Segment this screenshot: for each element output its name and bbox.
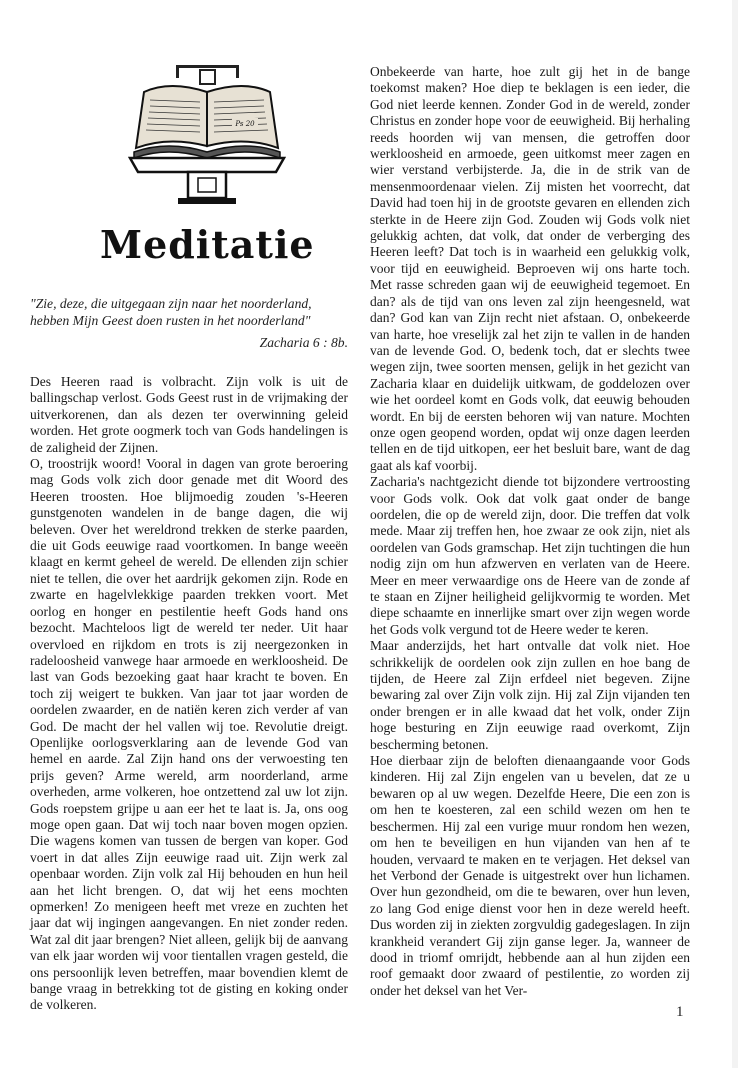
open-bible-on-lectern-icon [128,62,286,206]
lectern-top-handle [176,65,239,84]
open-book [134,86,280,158]
paragraph: Onbekeerde van harte, hoe zult gij het in de bange toekomst maken? Hoe diep te beklagen is een ieder, die God niet leerde kennen. Zonder God in de wereld, zonder Christus en zonder hope voor de eeuwigheid. Bij herhaling reeds hoorden wij van mensen, die getroffen door werkloosheid en armoede, geen uitkomst meer zagen en wier verstand verbijsterde. Ja, die in de strik van de mensenmoordenaar vielen. Zij misten het voorrecht, dat David had toen hij in de grootste gevaren en ellenden zich sterkte in de Heere zijn God. Zouden wij Gods volk niet gelukkig achten, dat volk, dat onder de verberging des Heeren leeft? Dat toch is in waarheid een gelukkig volk, voor tijd en eeuwigheid. Beproeven wij ons harte toch. Met rasse schreden gaan wij de eeuwigheid tegemoet. En dan? als de tijd van ons leven zal zijn heengesneld, wat dan? God kan van Zijn recht niet afstaan. O, onbekeerde van harte, hoe vreselijk zal het zijn te vallen in de handen van de levende God. O, bedenk toch, dat er slechts twee wegen zijn, twee soorten mensen, gelijk in het gezicht van Zacharia klaar en duidelijk uitkwam, de goddelozen over wie het oordeel komt en Gods volk, dat eeuwig behouden wordt. En bij de eersten behoren wij van nature. Mochten onze ogen geopend worden, opdat wij onze dagen leerden tellen en de tijd uitkopen, eer het besluit bare, want de dag gaat als kaf voorbij. [370,64,690,473]
motto-source: Zacharia 6 : 8b. [259,335,348,350]
left-column [30,374,348,1014]
page-number: 1 [676,1004,684,1020]
paragraph: Maar anderzijds, het hart ontvalle dat volk niet. Hoe schrikkelijk de oordelen ook zijn zullen en hoe bang de tijden, de Heere zal Zijn erfdeel niet begeven. Zijne bewaring zal over Zijn volk zijn. Hij zal Zijn vijanden ten onder brengen er in alle kwaad dat het volk, onder Zijn hoge besturing en Zijn eeuwige raad overkomt, Zijn bescherming betonen. [370,638,690,752]
paragraph: O, troostrijk woord! Vooral in dagen van grote beroering mag Gods volk zich door genade met dit Woord des Heeren troosten. Hoe blijmoedig zouden 's-Heeren gunstgenoten wandelen in de bange dagen, die wij beleven. Over het wereldrond trekken de sterke paarden, die uit Gods eeuwige raad voortkomen. In bange weeën klaagt en kermt geheel de wereld. De ellenden zijn schier niet te tellen, die over het aardrijk gekomen zijn. Rode en zwarte en hagelvlekkige paarden trekken voort. Met oorlog en honger en pestilentie heeft Gods hand ons bezocht. Machteloos ligt de wereld ter neder. Uit haar overvloed en rijkdom en trots is zij neergezonken in radeloosheid vanwege haar armoede en werkloosheid. De last van Gods bezoeking gaat haar kracht te boven. En toch zij weigert te bukken. Van jaar tot jaar worden de oordelen zwaarder, en de natiën keren zich verder af van God. De macht der hel vallen wij toe. Revolutie dreigt. Openlijke oorlogsverklaring aan de levende God van hemel en aarde. Zal Zijn hand ons der verwoesting ten prijs geven? Arme wereld, arm noorderland, arme overheden, arme volkeren, hoe ontzettend zal uw lot zijn. Gods roepstem grijpe u aan eer het te laat is. Ja, ons oog moge open gaan. Dat wij toch naar boven mogen opzien. Die wagens komen van tussen de bergen van koper. God voert in dat alles Zijn eeuwige raad uit. Zijn werk zal openbaar worden. Zijn volk zal Hij behouden en hun heil aan het licht brengen. O, dat wij het eens mochten opmerken! Zo menigeen heeft met vreze en zuchten het jaar dat wij ingingen aangevangen. En niet zonder reden. Wat zal dit jaar brengen? Niet alleen, gelijk bij de aanvang van elk jaar worden wij voor tientallen vragen gesteld, die ons persoonlijk leven betreffen, maar bovendien klemt de bange vraag in betrekking tot de gisting en koking onder de volkeren. [30,456,348,1013]
right-column [370,64,690,999]
page-edge-shadow [732,0,738,1068]
paragraph: Zacharia's nachtgezicht diende tot bijzondere vertroosting voor Gods volk. Ook dat volk gaat onder de bange oordelen, die op de wereld zijn, door. Die treffen dat volk mede. Maar zij treffen hen, hoe zwaar ze ook zijn, niet als oordelen van Gods gramschap. Het zijn tuchtingen die hun nodig zijn om hun afzwerven en verlaten van de Heere. Meer en meer verwaardige ons de Heere van de zonde af te staan en Zijner heiligheid gelijkvormig te worden. Met diepe schaamte en innerlijke smart over zijn wegen worde het Gods volk vergund tot de Heere weder te keren. [370,474,690,637]
lectern-stand [130,158,284,204]
motto-quote: "Zie, deze, die uitgegaan zijn naar het noorderland, hebben Mijn Geest doen rusten in het noorderland" [30,296,312,328]
paragraph: Hoe dierbaar zijn de beloften dienaangaande voor Gods kinderen. Hij zal Zijn engelen van u bevelen, dat ze u bewaren op al uw wegen. Dezelfde Heere, Die een zon is om hen te koesteren, zal een schild wezen om hen te beschermen. Hij zal een vurige muur rondom hen wezen, om hen te beveiligen en hun vijanden van hen af te houden, vervaard te maken en te verjagen. Het deksel van het Verbond der Genade is uitgestrekt over hun lichamen. Over hun gezondheid, om die te bewaren, over hun leven, zo lang God enige dienst voor hen in deze wereld heeft. Dus worden zij in ziekten zorgvuldig gadegeslagen. In zijn krankheid verandert Gij zijn ganse leger. Ja, wanneer de dood in triomf omrijdt, hebbende aan al hun zijden een roof gemaakt door zwaard of pestilentie, zo worden zij onder het deksel van het Ver- [370,753,690,998]
paragraph: Des Heeren raad is volbracht. Zijn volk is uit de ballingschap verlost. Gods Geest rust in de vrijmaking der uitverkorenen, dan als dezen ter overwinning geleid worden. Het grote oogmerk toch van Gods handelingen is de zaligheid der Zijnen. [30,374,348,455]
book-inscription: Ps 20 [235,120,255,128]
page-title: Meditatie [100,222,315,267]
